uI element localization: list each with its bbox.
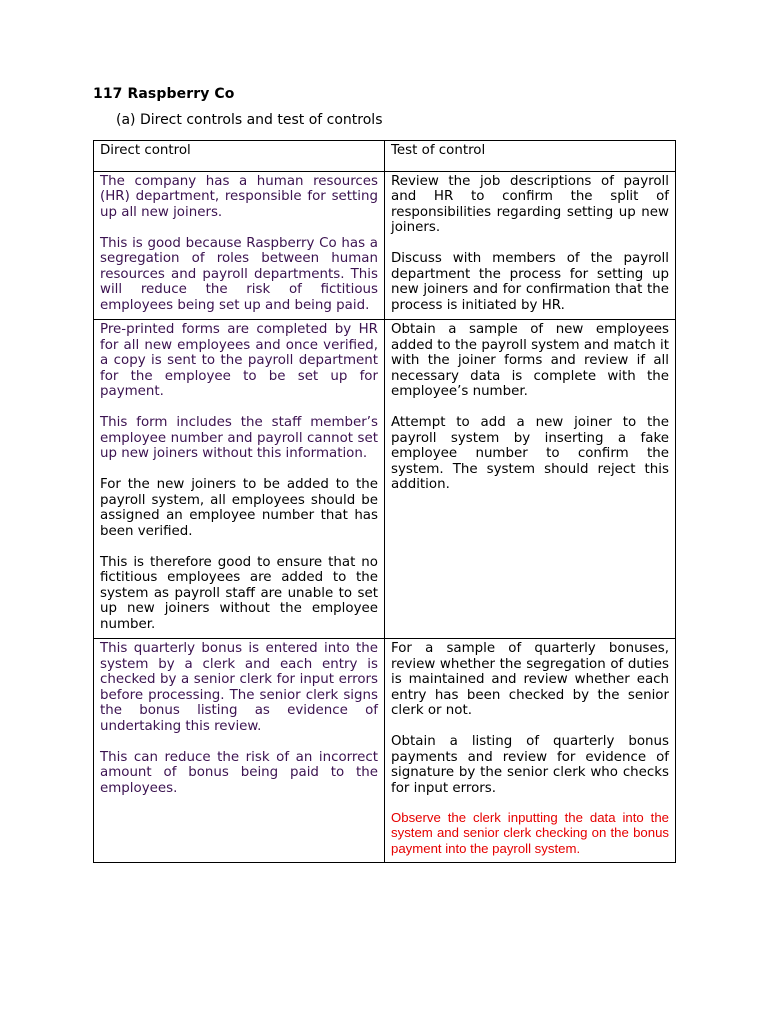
- cell-paragraph: Obtain a listing of quarterly bonus payments and review for evidence of signature by the senior clerk who checks for input errors.: [391, 734, 669, 796]
- test-of-control-cell: [385, 171, 676, 320]
- direct-control-cell: [94, 639, 385, 863]
- table-header-row: [94, 141, 676, 172]
- table-row: [94, 171, 676, 320]
- cell-paragraph: Pre-printed forms are completed by HR for all new employees and once verified, a copy is sent to the payroll department for the employee to be set up for payment.: [100, 322, 378, 399]
- cell-paragraph: This quarterly bonus is entered into the system by a clerk and each entry is checked by a senior clerk for input errors before processing. The senior clerk signs the bonus listing as evidence of undertaking this review.: [100, 641, 378, 734]
- cell-paragraph: For a sample of quarterly bonuses, review whether the segregation of duties is maintained and review whether each entry has been checked by the senior clerk or not.: [391, 641, 669, 718]
- cell-paragraph: This is good because Raspberry Co has a segregation of roles between human resources and payroll departments. This will reduce the risk of fictitious employees being set up and being paid.: [100, 235, 378, 313]
- controls-table: [93, 140, 676, 863]
- cell-paragraph: This form includes the staff member’s employee number and payroll cannot set up new joiners without this information.: [100, 415, 378, 461]
- section-subtitle: (a) Direct controls and test of controls: [116, 112, 383, 128]
- cell-paragraph: For the new joiners to be added to the payroll system, all employees should be assigned an employee number that has been verified.: [100, 477, 378, 539]
- direct-control-cell: [94, 320, 385, 639]
- cell-paragraph: Discuss with members of the payroll department the process for setting up new joiners and for confirmation that the process is initiated by HR.: [391, 251, 669, 313]
- cell-paragraph: This can reduce the risk of an incorrect amount of bonus being paid to the employees.: [100, 749, 378, 796]
- header-test-of-control: Test of control: [385, 141, 676, 172]
- test-of-control-cell: [385, 639, 676, 863]
- page-title: 117 Raspberry Co: [93, 86, 235, 102]
- cell-paragraph: Review the job descriptions of payroll and HR to confirm the split of responsibilities regarding setting up new joiners.: [391, 173, 669, 235]
- table-row: [94, 320, 676, 639]
- cell-paragraph-highlighted: Observe the clerk inputting the data into the system and senior clerk checking on the bonus payment into the payroll system.: [391, 810, 669, 856]
- test-of-control-cell: [385, 320, 676, 639]
- cell-paragraph: Obtain a sample of new employees added to the payroll system and match it with the joiner forms and review if all necessary data is complete with the employee’s number.: [391, 322, 669, 399]
- header-direct-control: Direct control: [94, 141, 385, 172]
- cell-paragraph: Attempt to add a new joiner to the payroll system by inserting a fake employee number to confirm the system. The system should reject this addition.: [391, 415, 669, 492]
- cell-paragraph: This is therefore good to ensure that no fictitious employees are added to the system as payroll staff are unable to set up new joiners without the employee number.: [100, 554, 378, 632]
- table-row: [94, 639, 676, 863]
- cell-paragraph: The company has a human resources (HR) department, responsible for setting up all new joiners.: [100, 173, 378, 220]
- direct-control-cell: [94, 171, 385, 320]
